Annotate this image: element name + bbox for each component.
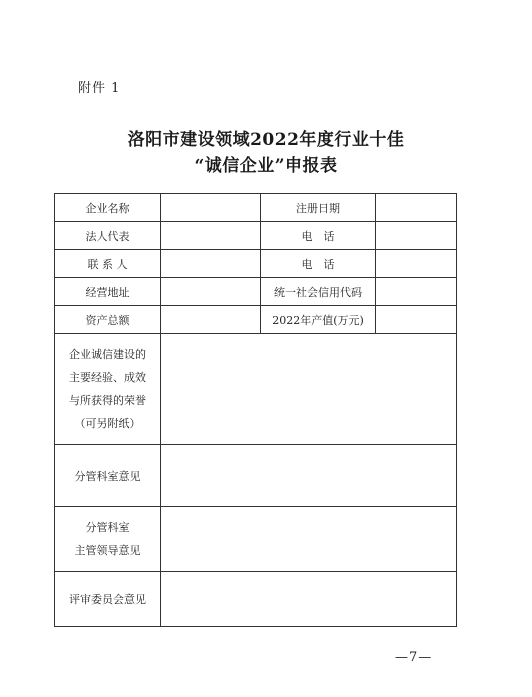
form-title-line-2: “诚信企业”申报表: [194, 156, 338, 176]
committee-opinion-field[interactable]: [161, 572, 457, 627]
output-value-field[interactable]: [376, 306, 457, 334]
company-name-label: 企业名称: [55, 194, 161, 222]
dept-opinion-field[interactable]: [161, 445, 457, 507]
experience-label-line: 与所获得的荣誉: [69, 394, 146, 407]
legal-representative-label: 法人代表: [55, 222, 161, 250]
experience-label-line: 主要经验、成效: [69, 371, 146, 384]
table-row: [55, 507, 457, 572]
table-row: [55, 334, 457, 445]
business-address-label: 经营地址: [55, 278, 161, 306]
leader-opinion-label-line: 分管科室: [85, 521, 130, 534]
application-form-table: [54, 193, 457, 627]
registration-date-field[interactable]: [376, 194, 457, 222]
form-title-line-1: 洛阳市建设领域2022年度行业十佳: [127, 130, 405, 150]
table-row: [55, 572, 457, 627]
phone-field[interactable]: [376, 222, 457, 250]
contact-person-field[interactable]: [161, 250, 261, 278]
registration-date-label: 注册日期: [261, 194, 376, 222]
contact-person-label: 联 系 人: [55, 250, 161, 278]
dept-opinion-label: 分管科室意见: [55, 445, 161, 507]
total-assets-label: 资产总额: [55, 306, 161, 334]
credit-code-field[interactable]: [376, 278, 457, 306]
total-assets-field[interactable]: [161, 306, 261, 334]
table-row: [55, 445, 457, 507]
page-number: —7—: [395, 650, 433, 665]
experience-label-line: （可另附纸）: [74, 417, 141, 430]
table-row: [55, 278, 457, 306]
experience-label-line: 企业诚信建设的: [69, 348, 146, 361]
leader-opinion-label: [55, 507, 161, 572]
table-row: [55, 194, 457, 222]
experience-field[interactable]: [161, 334, 457, 445]
committee-opinion-label: 评审委员会意见: [55, 572, 161, 627]
credit-code-label: 统一社会信用代码: [261, 278, 376, 306]
attachment-label: 附件 1: [78, 81, 121, 96]
leader-opinion-field[interactable]: [161, 507, 457, 572]
table-row: [55, 222, 457, 250]
table-row: [55, 306, 457, 334]
output-value-label: 2022年产值(万元): [261, 306, 376, 334]
company-name-field[interactable]: [161, 194, 261, 222]
table-row: [55, 250, 457, 278]
leader-opinion-label-line: 主管领导意见: [74, 544, 141, 557]
contact-phone-label: 电 话: [261, 250, 376, 278]
legal-representative-field[interactable]: [161, 222, 261, 250]
experience-label: [55, 334, 161, 445]
phone-label: 电 话: [261, 222, 376, 250]
contact-phone-field[interactable]: [376, 250, 457, 278]
business-address-field[interactable]: [161, 278, 261, 306]
